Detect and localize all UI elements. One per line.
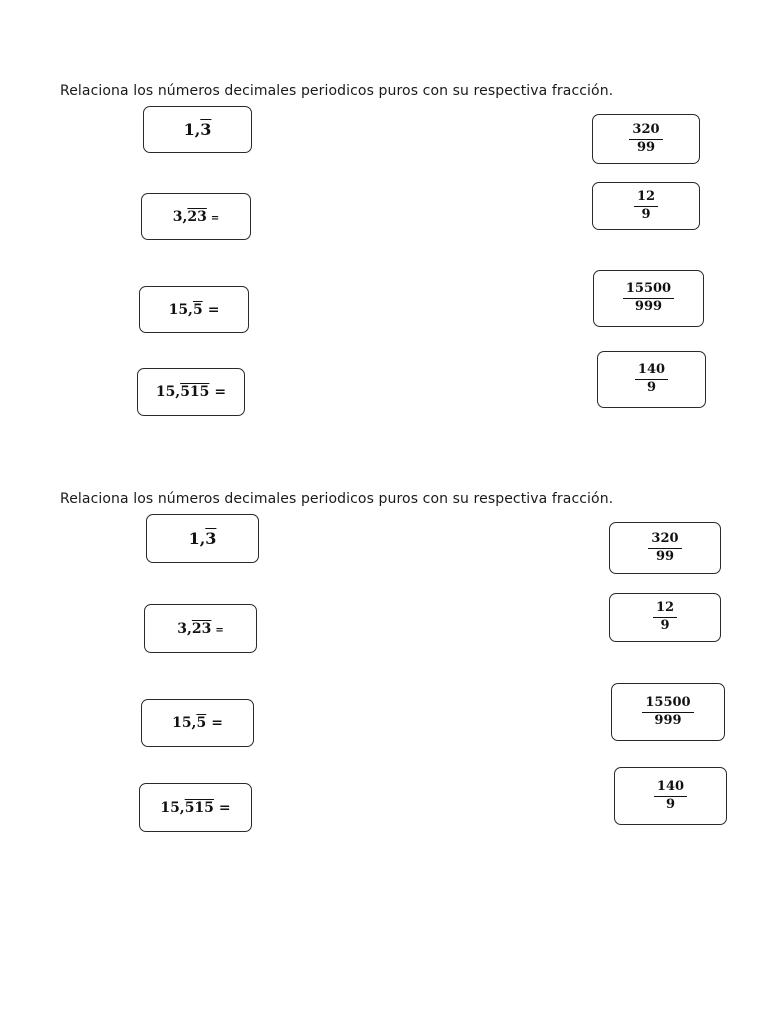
numerator: 320 xyxy=(629,123,662,140)
fraction-box[interactable] xyxy=(609,593,721,642)
fraction-box[interactable] xyxy=(611,683,725,741)
period-digits: 23 xyxy=(187,208,207,225)
equals-sign: = xyxy=(214,384,227,400)
integer-part: 3, xyxy=(177,620,192,637)
period-digits: 515 xyxy=(184,799,214,816)
decimal-box[interactable] xyxy=(141,193,251,240)
decimal-box[interactable] xyxy=(143,106,252,153)
denominator: 999 xyxy=(654,712,682,728)
instruction-text-1: Relaciona los números decimales periodicos puros con su respectiva fracción. xyxy=(60,83,614,99)
equals-sign: = xyxy=(218,799,231,816)
equals-sign: = xyxy=(210,212,220,224)
denominator: 9 xyxy=(660,618,670,633)
fraction-box[interactable] xyxy=(609,522,721,574)
numerator: 15500 xyxy=(642,696,693,713)
numerator: 15500 xyxy=(623,282,674,299)
numerator: 320 xyxy=(648,532,681,549)
decimal-box[interactable] xyxy=(139,783,252,832)
integer-part: 1, xyxy=(188,529,206,548)
period-digits: 5 xyxy=(192,301,203,318)
integer-part: 15, xyxy=(160,799,185,816)
integer-part: 15, xyxy=(155,384,181,400)
equals-sign: = xyxy=(215,624,224,636)
integer-part: 15, xyxy=(168,301,193,318)
equals-sign: = xyxy=(207,301,220,318)
period-digits: 5 xyxy=(196,715,207,731)
fraction-box[interactable] xyxy=(597,351,706,408)
fraction-box[interactable] xyxy=(593,270,704,327)
decimal-box[interactable] xyxy=(139,286,249,333)
period-digits: 3 xyxy=(205,529,217,548)
fraction-box[interactable] xyxy=(592,114,700,164)
numerator: 140 xyxy=(635,363,668,380)
equals-sign: = xyxy=(211,715,223,731)
denominator: 99 xyxy=(655,548,675,564)
denominator: 9 xyxy=(665,796,676,812)
fraction-box[interactable] xyxy=(614,767,727,825)
decimal-box[interactable] xyxy=(146,514,259,563)
numerator: 12 xyxy=(634,190,658,207)
period-digits: 23 xyxy=(191,620,212,637)
instruction-text-2: Relaciona los números decimales periodicos puros con su respectiva fracción. xyxy=(60,491,614,507)
period-digits: 515 xyxy=(180,384,210,400)
denominator: 9 xyxy=(641,206,651,222)
denominator: 999 xyxy=(634,299,663,314)
denominator: 9 xyxy=(646,380,657,395)
fraction-box[interactable] xyxy=(592,182,700,230)
decimal-box[interactable] xyxy=(137,368,245,416)
integer-part: 3, xyxy=(172,208,188,225)
decimal-box[interactable] xyxy=(141,699,254,747)
denominator: 99 xyxy=(636,139,656,155)
numerator: 12 xyxy=(653,601,677,618)
numerator: 140 xyxy=(654,780,687,797)
period-digits: 3 xyxy=(200,120,212,139)
integer-part: 15, xyxy=(172,715,197,731)
decimal-box[interactable] xyxy=(144,604,257,653)
integer-part: 1, xyxy=(183,120,201,139)
